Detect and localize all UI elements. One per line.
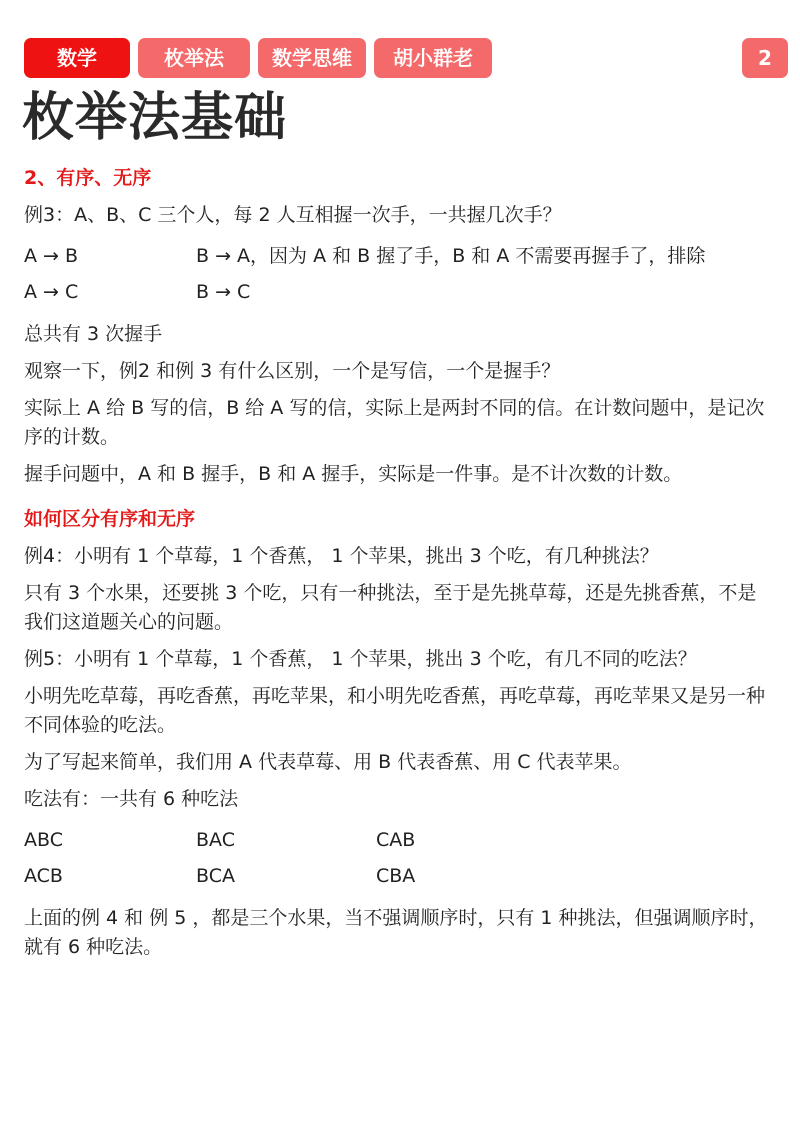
handshake-note: 握手问题中，A 和 B 握手，B 和 A 握手，实际是一件事。是不计次数的计数。 (24, 463, 683, 485)
section-heading-distinguish: 如何区分有序和无序 (24, 508, 196, 530)
section-heading-ordered-unordered: 2、有序、无序 (24, 167, 152, 189)
eating-order: CBA (376, 865, 416, 887)
eating-order: BAC (196, 829, 235, 851)
handshake-row (24, 238, 772, 274)
eating-orders-grid (24, 822, 772, 894)
page-title: 枚举法基础 (22, 88, 288, 148)
eating-order: ABC (24, 829, 63, 851)
handshake-pair: B → C (196, 281, 251, 303)
answer-5: 小明先吃草莓，再吃香蕉，再吃苹果，和小明先吃香蕉，再吃草莓，再吃苹果又是另一种不同体验的吃法。 (24, 685, 766, 736)
example-3: 例3：A、B、C 三个人，每 2 人互相握一次手，一共握几次手？ (24, 204, 562, 226)
tag-math[interactable]: 数学 (24, 38, 130, 78)
eating-order-row (24, 822, 772, 858)
page-number-badge: 2 (742, 38, 788, 78)
tag-bar (24, 38, 492, 110)
letters-paragraph: 实际上 A 给 B 写的信，B 给 A 写的信，实际上是两封不同的信。在计数问题中，是记次序的计数。 (24, 397, 765, 448)
handshake-pair: B → A，因为 A 和 B 握了手，B 和 A 不需要再握手了，排除 (196, 245, 706, 267)
tag-math-thinking[interactable]: 数学思维 (258, 38, 366, 78)
observe-paragraph: 观察一下，例2 和例 3 有什么区别，一个是写信，一个是握手？ (24, 360, 561, 382)
main-content (24, 164, 772, 970)
eating-order: BCA (196, 865, 235, 887)
tag-enumeration[interactable]: 枚举法 (138, 38, 250, 78)
eating-order: ACB (24, 865, 63, 887)
eating-order-row (24, 858, 772, 894)
conclusion-paragraph: 上面的例 4 和 例 5 ，都是三个水果，当不强调顺序时，只有 1 种挑法，但强调顺序时，就有 6 种吃法。 (24, 907, 768, 958)
handshake-pair: A → C (24, 281, 79, 303)
ways-intro: 吃法有：一共有 6 种吃法 (24, 788, 239, 810)
notation-paragraph: 为了写起来简单，我们用 A 代表草莓、用 B 代表香蕉、用 C 代表苹果。 (24, 751, 632, 773)
answer-4: 只有 3 个水果，还要挑 3 个吃，只有一种挑法，至于是先挑草莓，还是先挑香蕉，不是我们这道题关心的问题。 (24, 582, 757, 633)
handshake-total: 总共有 3 次握手 (24, 323, 163, 345)
example-4: 例4：小明有 1 个草莓，1 个香蕉， 1 个苹果，挑出 3 个吃，有几种挑法？ (24, 545, 659, 567)
eating-order: CAB (376, 829, 416, 851)
handshake-row (24, 274, 772, 310)
tag-teacher[interactable]: 胡小群老师 (374, 38, 492, 78)
handshake-pair: A → B (24, 245, 79, 267)
example-5: 例5：小明有 1 个草莓，1 个香蕉， 1 个苹果，挑出 3 个吃，有几不同的吃法？ (24, 648, 697, 670)
handshake-list (24, 238, 772, 310)
